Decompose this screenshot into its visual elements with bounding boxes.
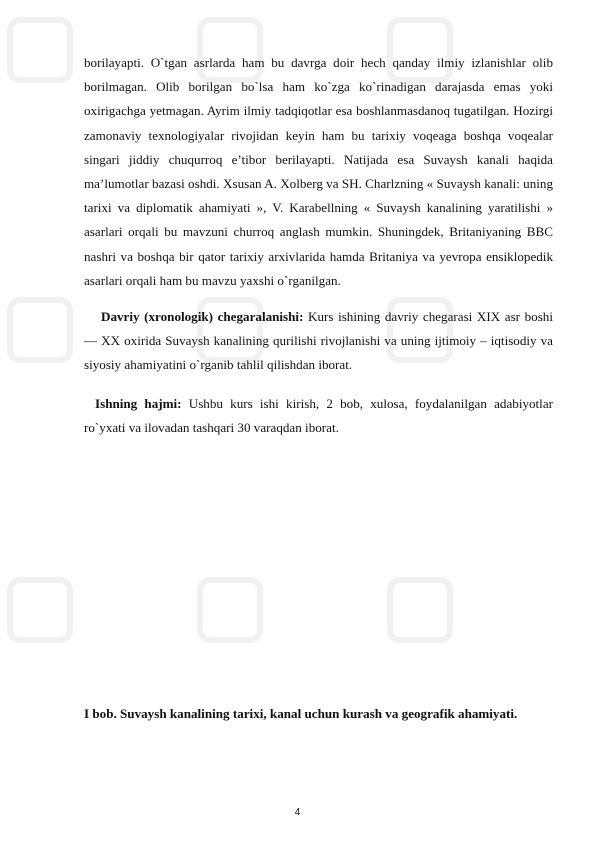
paragraph-literature-review: borilayapti. O`tgan asrlarda ham bu davrga doir hech qanday ilmiy izlanishlar olib borilmagan. Olib borilgan bo`lsa ham ko`zga ko`rinadigan darajasda emas yoki oxirigachga yetmagan. Ayrim ilmiy tadqiqotlar esa boshlanmasdanoq tugatilgan. Hozirgi zamonaviy texnologiyalar rivojidan keyin ham bu tarixiy voqeaga boshqa voqealar singari jiddiy chuqurroq e’tibor berilayapti. Natijada esa Suvaysh kanali haqida ma’lumotlar bazasi oshdi. Xsusan A. Xolberg va SH. Charlzning « Suvaysh kanali: uning tarixi va diplomatik ahamiyati », V. Karabellning « Suvaysh kanalining yaratilishi » asarlari orqali bu mavzuni churroq anglash mumkin. Shuningdek, Britaniyaning BBC nashri va boshqa bir qator tarixiy arxivlarida hamda Britaniya va yevropa ensiklopedik asarlari orqali ham bu mavzu yaxshi o`rganilgan. xyxy=(84,55,553,288)
work-volume-label: Ishning hajmi: xyxy=(95,396,182,411)
paragraph-work-volume xyxy=(84,392,553,440)
chronological-scope-text: Kurs ishining davriy chegarasi XIX asr boshi — XX oxirida Suvaysh kanalining qurilishi rivojlanishi va uning ijtimoiy – iqtisodiy va siyosiy ahamiyatini o`rganib tahlil qilishdan iborat. xyxy=(84,309,553,373)
chronological-scope-label: Davriy (xronologik) chegaralanishi: xyxy=(101,309,304,324)
paragraph-chronological-scope xyxy=(84,305,553,378)
page-number: 4 xyxy=(294,807,301,818)
chapter-heading: I bob. Suvaysh kanalining tarixi, kanal uchun kurash va geografik ahamiyati. xyxy=(84,706,518,721)
work-volume-text: Ushbu kurs ishi kirish, 2 bob, xulosa, foydalanilgan adabiyotlar ro`yxati va ilovadan tashqari 30 varaqdan iborat. xyxy=(84,396,553,436)
